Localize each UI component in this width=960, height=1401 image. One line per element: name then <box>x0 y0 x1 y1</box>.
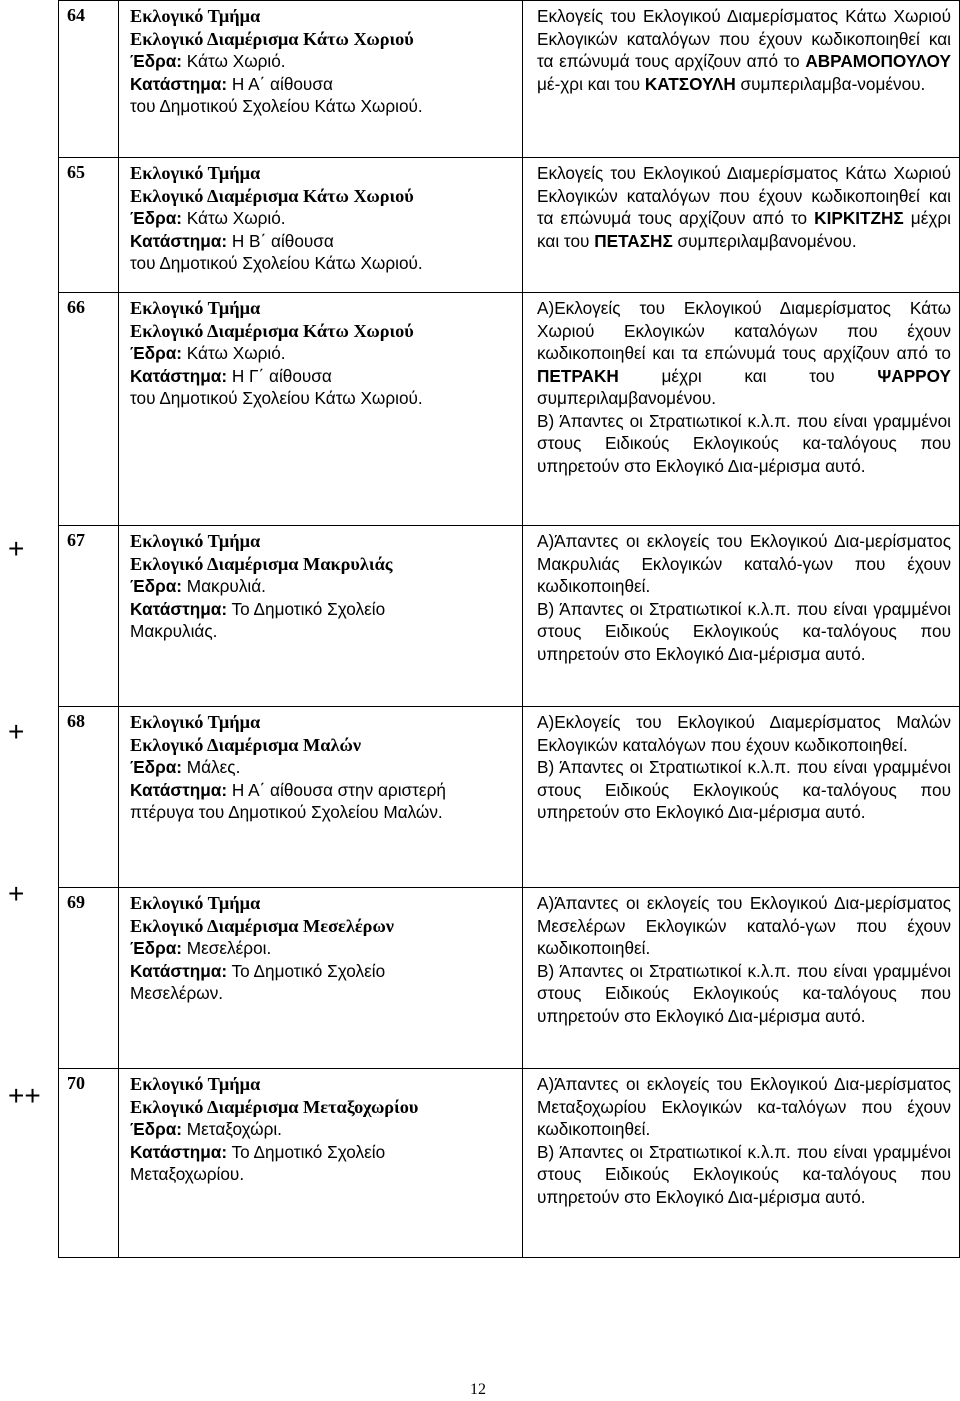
venue-continuation: του Δημοτικού Σχολείου Κάτω Χωριού. <box>130 96 423 116</box>
section-title: Εκλογικό Τμήμα <box>130 298 261 318</box>
surname-from: ΠΕΤΡΑΚΗ <box>537 365 619 386</box>
table-row <box>59 1069 960 1258</box>
section-info <box>119 1069 523 1258</box>
voters-description <box>523 888 960 1069</box>
venue-line: Κατάστημα: Το Δημοτικό Σχολείο <box>130 598 386 619</box>
registered-voters-note: Α)Άπαντες οι εκλογείς του Εκλογικού Δια-μερίσματος Μεσελέρων Εκλογικών καταλό-γων που έχουν κωδικοποιηθεί. <box>537 893 951 958</box>
table-row <box>59 1 960 158</box>
voters-description: Εκλογείς του Εκλογικού Διαμερίσματος Κάτω Χωριού Εκλογικών καταλόγων που έχουν κωδικοποιηθεί και τα επώνυμά τους αρχίζουν από το ΚΙΡΚΙΤΖΗΣ μέχρι και του ΠΕΤΑΣΗΣ συμπεριλαμβανομένου. <box>523 158 960 293</box>
section-number: 66 <box>59 293 119 526</box>
seat-line: Έδρα: Μεταξοχώρι. <box>130 1119 282 1139</box>
venue-line: Κατάστημα: Η Α΄ αίθουσα στην αριστερή <box>130 779 446 800</box>
section-number: 68 <box>59 707 119 888</box>
seat-value: Κάτω Χωριό. <box>186 208 286 228</box>
venue-line: Κατάστημα: Η Β΄ αίθουσα <box>130 230 334 251</box>
margin-marker-plus: + <box>8 533 25 564</box>
margin-marker-plus: + <box>8 716 25 747</box>
military-voters-note: Β) Άπαντες οι Στρατιωτικοί κ.λ.π. που είναι γραμμένοι στους Ειδικούς Εκλογικούς κα-ταλόγους που υπηρετούν στο Εκλογικό Δια-μέρισμα αυτό. <box>537 960 951 1026</box>
seat-value: Μάλες. <box>186 757 241 777</box>
venue-value: Το Δημοτικό Σχολείο <box>231 1141 386 1162</box>
seat-value: Μεσελέροι. <box>186 938 272 958</box>
section-title: Εκλογικό Τμήμα <box>130 531 261 551</box>
margin-marker-plus: + <box>8 878 25 909</box>
district-name: Εκλογικό Διαμέρισμα Κάτω Χωριού <box>130 28 414 49</box>
registered-voters-note: Α)Άπαντες οι εκλογείς του Εκλογικού Δια-μερίσματος Μακρυλιάς Εκλογικών καταλό-γων που έχουν κωδικοποιηθεί. <box>537 531 951 596</box>
section-number: 65 <box>59 158 119 293</box>
venue-value: Το Δημοτικό Σχολείο <box>231 598 386 619</box>
seat-line: Έδρα: Μεσελέροι. <box>130 938 272 958</box>
venue-continuation: Μεταξοχωρίου. <box>130 1164 245 1184</box>
section-title: Εκλογικό Τμήμα <box>130 893 261 913</box>
page-number: 12 <box>470 1381 486 1398</box>
section-number: 67 <box>59 526 119 707</box>
venue-continuation: του Δημοτικού Σχολείου Κάτω Χωριού. <box>130 253 423 273</box>
venue-value: Η Α΄ αίθουσα <box>231 73 333 94</box>
margin-marker-double-plus: ++ <box>8 1080 41 1111</box>
table-row <box>59 888 960 1069</box>
section-info <box>119 1 523 158</box>
venue-value: Το Δημοτικό Σχολείο <box>231 960 386 981</box>
registered-voters-note: Α)Εκλογείς του Εκλογικού Διαμερίσματος Μαλών Εκλογικών καταλόγων που έχουν κωδικοποιηθεί. <box>537 712 951 755</box>
district-name: Εκλογικό Διαμέρισμα Μεσελέρων <box>130 915 394 936</box>
venue-continuation: του Δημοτικού Σχολείου Κάτω Χωριού. <box>130 388 423 408</box>
voters-description <box>523 526 960 707</box>
military-voters-note: Β) Άπαντες οι Στρατιωτικοί κ.λ.π. που είναι γραμμένοι στους Ειδικούς Εκλογικούς κα-ταλόγους που υπηρετούν στο Εκλογικό Δια-μέρισμα αυτό. <box>537 1141 951 1207</box>
military-voters-note: Β) Άπαντες οι Στρατιωτικοί κ.λ.π. που είναι γραμμένοι στους Ειδικούς Εκλογικούς κα-ταλόγους που υπηρετούν στο Εκλογικό Δια-μέρισμα αυτό. <box>537 598 951 664</box>
venue-line: Κατάστημα: Το Δημοτικό Σχολείο <box>130 1141 386 1162</box>
venue-value: Η Γ΄ αίθουσα <box>231 365 332 386</box>
seat-line: Έδρα: Μακρυλιά. <box>130 576 266 596</box>
military-voters-note: Β) Άπαντες οι Στρατιωτικοί κ.λ.π. που είναι γραμμένοι στους Ειδικούς Εκλογικούς κα-ταλόγους που υπηρετούν στο Εκλογικό Δια-μέρισμα αυτό. <box>537 757 951 822</box>
seat-value: Μεταξοχώρι. <box>186 1119 282 1139</box>
table-row <box>59 526 960 707</box>
seat-line: Έδρα: Κάτω Χωριό. <box>130 343 286 363</box>
seat-value: Κάτω Χωριό. <box>186 51 286 71</box>
section-number: 69 <box>59 888 119 1069</box>
section-info <box>119 707 523 888</box>
venue-value: Η Α΄ αίθουσα στην αριστερή <box>231 779 446 800</box>
seat-line: Έδρα: Κάτω Χωριό. <box>130 208 286 228</box>
section-number: 70 <box>59 1069 119 1258</box>
seat-value: Κάτω Χωριό. <box>186 343 286 363</box>
seat-line: Έδρα: Μάλες. <box>130 757 241 777</box>
polling-sections-table <box>58 0 960 1258</box>
surname-to: ΨΑΡΡΟΥ <box>877 365 951 386</box>
venue-continuation: Μεσελέρων. <box>130 983 224 1003</box>
surname-from: ΚΙΡΚΙΤΖΗΣ <box>814 208 904 228</box>
district-name: Εκλογικό Διαμέρισμα Κάτω Χωριού <box>130 185 414 206</box>
surname-to: ΚΑΤΣΟΥΛΗ <box>644 73 736 94</box>
section-info <box>119 888 523 1069</box>
section-title: Εκλογικό Τμήμα <box>130 1074 261 1094</box>
table-row <box>59 293 960 526</box>
section-info <box>119 293 523 526</box>
venue-value: Η Β΄ αίθουσα <box>231 230 334 251</box>
voters-description: Εκλογείς του Εκλογικού Διαμερίσματος Κάτω Χωριού Εκλογικών καταλόγων που έχουν κωδικοποιηθεί και τα επώνυμά τους αρχίζουν από το ΑΒΡΑΜΟΠΟΥΛΟΥ μέ-χρι και του ΚΑΤΣΟΥΛΗ συμπεριλαμβα-νομένου. <box>523 1 960 158</box>
military-voters-note: Β) Άπαντες οι Στρατιωτικοί κ.λ.π. που είναι γραμμένοι στους Ειδικούς Εκλογικούς κα-ταλόγους που υπηρετούν στο Εκλογικό Δια-μέρισμα αυτό. <box>537 410 951 476</box>
seat-value: Μακρυλιά. <box>186 576 266 596</box>
district-name: Εκλογικό Διαμέρισμα Μαλών <box>130 734 362 755</box>
section-title: Εκλογικό Τμήμα <box>130 712 261 732</box>
surname-from: ΑΒΡΑΜΟΠΟΥΛΟΥ <box>805 51 951 71</box>
venue-line: Κατάστημα: Η Α΄ αίθουσα <box>130 73 333 94</box>
seat-line: Έδρα: Κάτω Χωριό. <box>130 51 286 71</box>
section-title: Εκλογικό Τμήμα <box>130 6 261 26</box>
district-name: Εκλογικό Διαμέρισμα Κάτω Χωριού <box>130 320 414 341</box>
section-title: Εκλογικό Τμήμα <box>130 163 261 183</box>
section-info <box>119 526 523 707</box>
venue-line: Κατάστημα: Το Δημοτικό Σχολείο <box>130 960 386 981</box>
section-number: 64 <box>59 1 119 158</box>
district-name: Εκλογικό Διαμέρισμα Μακρυλιάς <box>130 553 393 574</box>
section-info <box>119 158 523 293</box>
registered-voters-note: Α)Άπαντες οι εκλογείς του Εκλογικού Δια-μερίσματος Μεταξοχωρίου Εκλογικών κα-ταλόγων που έχουν κωδικοποιηθεί. <box>537 1074 951 1139</box>
surname-to: ΠΕΤΑΣΗΣ <box>594 230 673 251</box>
district-name: Εκλογικό Διαμέρισμα Μεταξοχωρίου <box>130 1096 419 1117</box>
voters-description <box>523 1069 960 1258</box>
voters-description: Α)Εκλογείς του Εκλογικού Διαμερίσματος Κάτω Χωριού Εκλογικών καταλόγων που έχουν κωδικοποιηθεί και τα επώνυμά τους αρχίζουν από το ΠΕΤΡΑΚΗ μέχρι και του ΨΑΡΡΟΥ συμπεριλαμβανομένου. Β) Άπαντες οι Στρατιωτικοί κ.λ.π. που είναι γραμμένοι στους Ειδικούς Εκλογικούς κα-ταλόγους που υπηρετούν στο Εκλογικό Δια-μέρισμα αυτό. <box>523 293 960 526</box>
venue-continuation: πτέρυγα του Δημοτικού Σχολείου Μαλών. <box>130 802 443 822</box>
venue-continuation: Μακρυλιάς. <box>130 621 218 641</box>
voters-description <box>523 707 960 888</box>
venue-line: Κατάστημα: Η Γ΄ αίθουσα <box>130 365 332 386</box>
table-row <box>59 707 960 888</box>
table-row <box>59 158 960 293</box>
